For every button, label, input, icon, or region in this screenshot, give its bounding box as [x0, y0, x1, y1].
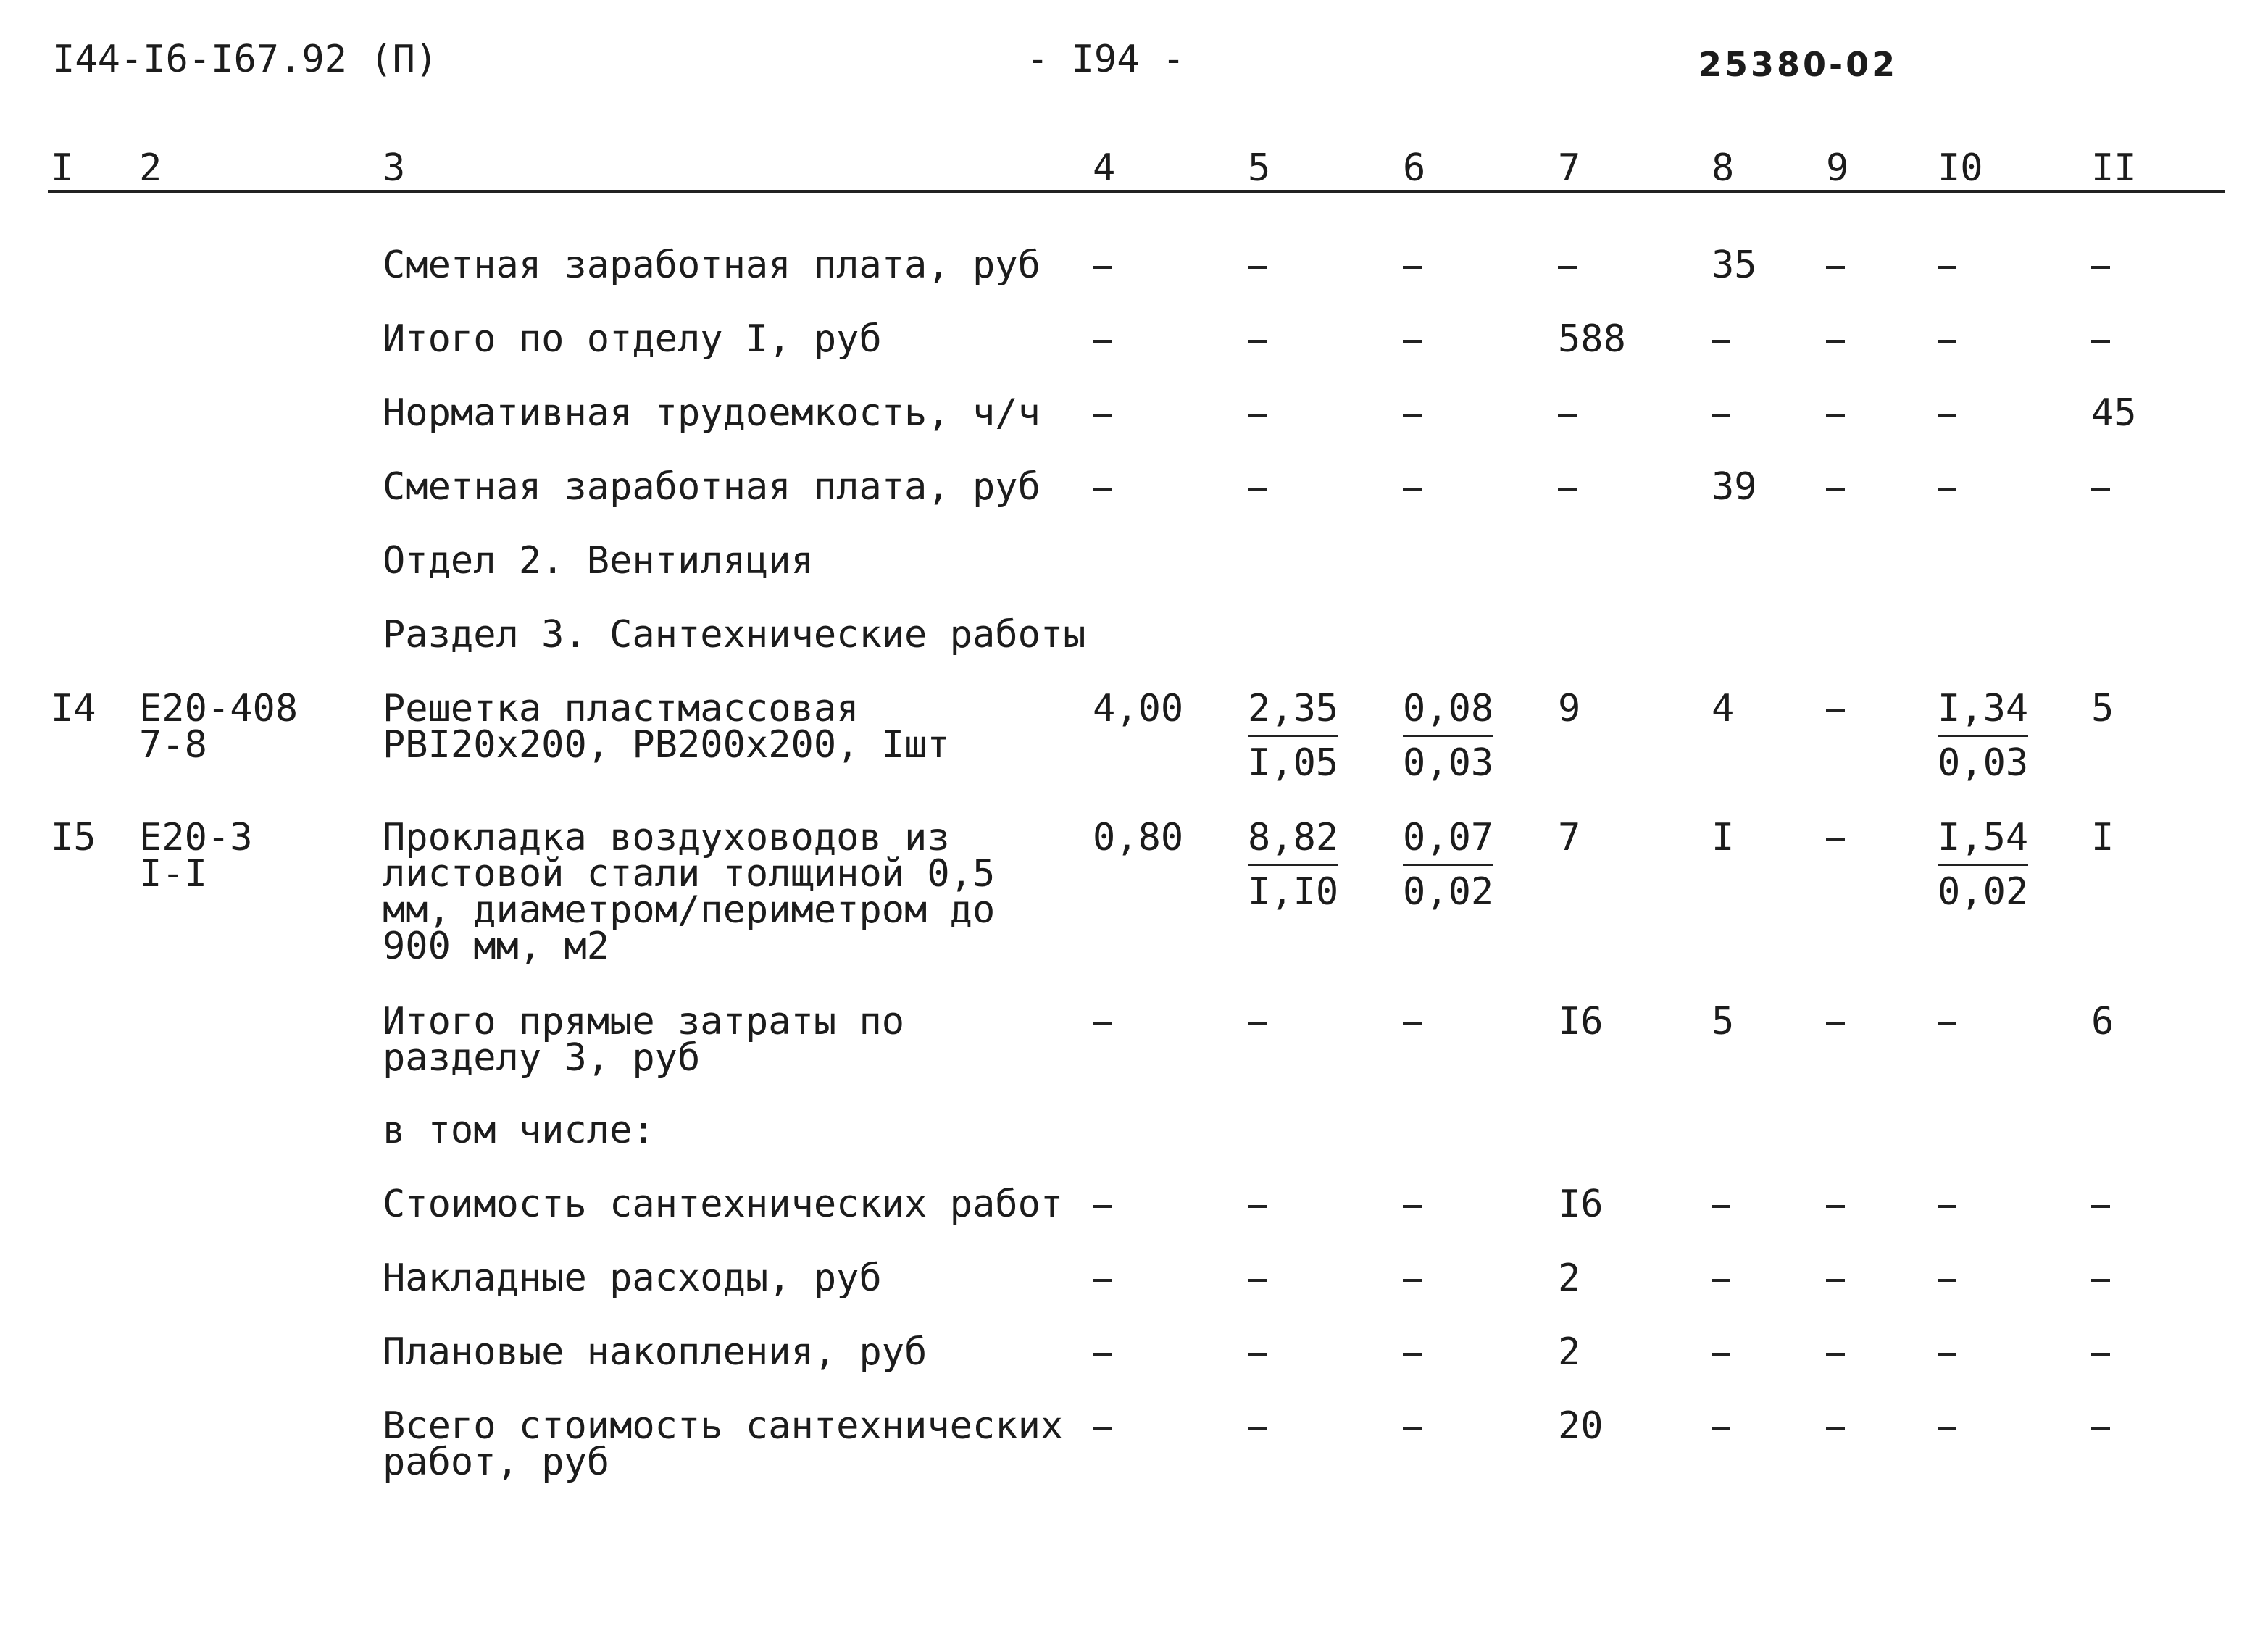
column-header-2: 2 — [139, 146, 162, 190]
empty-dash — [1712, 1427, 1730, 1430]
document-code: I44-I6-I67.92 (П) — [52, 38, 438, 81]
col-11-value: 45 — [2091, 391, 2137, 435]
col-5-value-fraction — [1248, 816, 1339, 914]
col-5-value-numerator: 2,35 — [1248, 690, 1338, 737]
empty-dash — [1826, 414, 1845, 417]
header-rule — [48, 190, 2225, 193]
col-5-value-denominator: I,I0 — [1248, 870, 1339, 914]
table-row — [0, 613, 2268, 656]
col-8-value — [1712, 320, 1730, 358]
empty-dash — [2091, 1205, 2110, 1208]
empty-dash — [1403, 1279, 1422, 1282]
col-6-value — [1403, 1333, 1422, 1371]
empty-dash — [1093, 1022, 1112, 1025]
col-5-value — [1248, 1003, 1267, 1041]
column-header-4: 4 — [1093, 146, 1116, 190]
row-description: Плановые накопления, руб — [383, 1330, 927, 1374]
col-8-value: I — [1712, 816, 1735, 859]
col-11-value — [2091, 1259, 2110, 1297]
col-8-value — [1712, 1259, 1730, 1297]
row-description: разделу 3, руб — [383, 1036, 701, 1080]
empty-dash — [1403, 340, 1422, 343]
col-4-value — [1093, 1407, 1112, 1445]
row-description: Накладные расходы, руб — [383, 1256, 882, 1300]
empty-dash — [1403, 1427, 1422, 1430]
empty-dash — [1938, 414, 1956, 417]
col-10-value — [1938, 320, 1956, 358]
col-6-value-denominator: 0,03 — [1403, 741, 1494, 785]
row-description: мм, диаметром/периметром до — [383, 888, 996, 932]
col-10-value — [1938, 1259, 1956, 1297]
column-header-1: I — [51, 146, 74, 190]
col-6-value — [1403, 1407, 1422, 1445]
rate-code: E20-3 — [139, 816, 253, 859]
empty-dash — [1093, 414, 1112, 417]
row-description: Решетка пластмассовая — [383, 687, 859, 730]
column-header-11: II — [2091, 146, 2137, 190]
empty-dash — [1558, 266, 1577, 269]
col-10-value — [1938, 1407, 1956, 1445]
empty-dash — [1093, 1205, 1112, 1208]
empty-dash — [1248, 1279, 1267, 1282]
row-description: работ, руб — [383, 1441, 610, 1484]
col-7-value: 588 — [1558, 317, 1626, 361]
col-9-value — [1826, 320, 1845, 358]
empty-dash — [1248, 340, 1267, 343]
col-10-value — [1938, 1003, 1956, 1041]
col-4-value — [1093, 1185, 1112, 1223]
stamp-number: 25380-02 — [1698, 45, 1898, 84]
col-11-value — [2091, 320, 2110, 358]
col-7-value — [1558, 394, 1577, 432]
col-9-value — [1826, 690, 1845, 727]
col-11-value: 6 — [2091, 1000, 2114, 1043]
empty-dash — [2091, 266, 2110, 269]
col-6-value-denominator: 0,02 — [1403, 870, 1494, 914]
empty-dash — [2091, 1353, 2110, 1356]
col-9-value — [1826, 246, 1845, 284]
col-9-value — [1826, 1407, 1845, 1445]
empty-dash — [1938, 266, 1956, 269]
empty-dash — [1826, 838, 1845, 841]
col-10-value-fraction — [1938, 816, 2029, 914]
column-header-6: 6 — [1403, 146, 1426, 190]
col-4-value — [1093, 468, 1112, 506]
col-5-value-denominator: I,05 — [1248, 741, 1339, 785]
col-6-value-fraction — [1403, 816, 1494, 914]
row-description: листовой стали толщиной 0,5 — [383, 852, 996, 896]
col-6-value — [1403, 246, 1422, 284]
empty-dash — [1093, 1427, 1112, 1430]
empty-dash — [1938, 1205, 1956, 1208]
col-10-value-fraction — [1938, 687, 2029, 785]
col-7-value — [1558, 468, 1577, 506]
table-row — [0, 816, 2268, 968]
empty-dash — [1938, 1427, 1956, 1430]
row-description: Всего стоимость сантехнических — [383, 1404, 1064, 1448]
col-5-value — [1248, 1333, 1267, 1371]
page-number: - I94 - — [1026, 38, 1185, 81]
col-9-value — [1826, 468, 1845, 506]
col-6-value — [1403, 1185, 1422, 1223]
table-row — [0, 1404, 2268, 1484]
row-description: Отдел 2. Вентиляция — [383, 539, 814, 583]
col-7-value: I6 — [1558, 1183, 1604, 1226]
row-description: Сметная заработная плата, руб — [383, 243, 1041, 287]
col-5-value-fraction — [1248, 687, 1339, 785]
empty-dash — [1093, 340, 1112, 343]
empty-dash — [1558, 414, 1577, 417]
col-7-value: 7 — [1558, 816, 1581, 859]
column-header-3: 3 — [383, 146, 406, 190]
col-10-value — [1938, 1185, 1956, 1223]
col-6-value — [1403, 1003, 1422, 1041]
col-5-value — [1248, 1185, 1267, 1223]
row-description: в том числе: — [383, 1109, 655, 1152]
row-description: Прокладка воздуховодов из — [383, 816, 950, 859]
col-11-value: 5 — [2091, 687, 2114, 730]
col-5-value — [1248, 246, 1267, 284]
empty-dash — [1938, 1022, 1956, 1025]
table-row — [0, 317, 2268, 361]
row-description: 900 мм, м2 — [383, 925, 610, 968]
col-10-value-denominator: 0,03 — [1938, 741, 2029, 785]
col-8-value: 39 — [1712, 465, 1757, 509]
empty-dash — [1248, 1205, 1267, 1208]
col-10-value-denominator: 0,02 — [1938, 870, 2029, 914]
col-4-value — [1093, 1003, 1112, 1041]
col-10-value — [1938, 468, 1956, 506]
col-6-value-fraction — [1403, 687, 1494, 785]
row-description: Раздел 3. Сантехнические работы — [383, 613, 1086, 656]
col-5-value — [1248, 1407, 1267, 1445]
col-8-value — [1712, 1407, 1730, 1445]
column-header-7: 7 — [1558, 146, 1581, 190]
empty-dash — [1248, 414, 1267, 417]
col-6-value — [1403, 1259, 1422, 1297]
table-row — [0, 243, 2268, 287]
col-10-value-numerator: I,54 — [1938, 819, 2028, 866]
col-4-value: 4,00 — [1093, 687, 1184, 730]
col-9-value — [1826, 1185, 1845, 1223]
table-row — [0, 539, 2268, 583]
col-8-value — [1712, 1333, 1730, 1371]
empty-dash — [1712, 1353, 1730, 1356]
empty-dash — [1938, 488, 1956, 491]
row-description: Нормативная трудоемкость, ч/ч — [383, 391, 1041, 435]
col-8-value — [1712, 1185, 1730, 1223]
col-5-value — [1248, 394, 1267, 432]
col-4-value — [1093, 246, 1112, 284]
empty-dash — [2091, 1279, 2110, 1282]
col-8-value: 4 — [1712, 687, 1735, 730]
col-10-value — [1938, 246, 1956, 284]
empty-dash — [1248, 266, 1267, 269]
empty-dash — [1938, 1279, 1956, 1282]
empty-dash — [1712, 1205, 1730, 1208]
col-5-value — [1248, 320, 1267, 358]
empty-dash — [1826, 488, 1845, 491]
table-row — [0, 1256, 2268, 1300]
empty-dash — [1093, 1353, 1112, 1356]
column-header-9: 9 — [1826, 146, 1849, 190]
col-9-value — [1826, 394, 1845, 432]
col-4-value — [1093, 320, 1112, 358]
table-row — [0, 391, 2268, 435]
col-6-value — [1403, 320, 1422, 358]
row-description: Сметная заработная плата, руб — [383, 465, 1041, 509]
empty-dash — [1826, 266, 1845, 269]
col-6-value-numerator: 0,08 — [1403, 690, 1493, 737]
col-8-value: 35 — [1712, 243, 1757, 287]
empty-dash — [1248, 1427, 1267, 1430]
col-9-value — [1826, 1003, 1845, 1041]
table-row — [0, 1000, 2268, 1080]
col-8-value — [1712, 394, 1730, 432]
empty-dash — [1712, 1279, 1730, 1282]
empty-dash — [1826, 1427, 1845, 1430]
empty-dash — [1403, 1022, 1422, 1025]
empty-dash — [1093, 488, 1112, 491]
table-row — [0, 687, 2268, 785]
empty-dash — [1826, 340, 1845, 343]
col-7-value — [1558, 246, 1577, 284]
empty-dash — [1712, 340, 1730, 343]
col-7-value: 2 — [1558, 1330, 1581, 1374]
row-description: Итого по отделу I, руб — [383, 317, 882, 361]
empty-dash — [1248, 1022, 1267, 1025]
row-description: PBI20x200, PB200x200, Iшт — [383, 723, 950, 767]
empty-dash — [1826, 1353, 1845, 1356]
col-7-value: 20 — [1558, 1404, 1604, 1448]
col-4-value — [1093, 1333, 1112, 1371]
col-11-value — [2091, 468, 2110, 506]
col-11-value — [2091, 1407, 2110, 1445]
col-11-value — [2091, 246, 2110, 284]
col-11-value: I — [2091, 816, 2114, 859]
col-5-value — [1248, 1259, 1267, 1297]
col-4-value — [1093, 394, 1112, 432]
empty-dash — [1826, 1205, 1845, 1208]
empty-dash — [1093, 1279, 1112, 1282]
col-4-value — [1093, 1259, 1112, 1297]
table-row — [0, 1330, 2268, 1374]
empty-dash — [1248, 488, 1267, 491]
empty-dash — [1403, 266, 1422, 269]
col-4-value: 0,80 — [1093, 816, 1184, 859]
empty-dash — [1093, 266, 1112, 269]
col-9-value — [1826, 1259, 1845, 1297]
col-5-value-numerator: 8,82 — [1248, 819, 1338, 866]
column-header-5: 5 — [1248, 146, 1271, 190]
col-10-value-numerator: I,34 — [1938, 690, 2028, 737]
col-7-value: I6 — [1558, 1000, 1604, 1043]
empty-dash — [1403, 1205, 1422, 1208]
empty-dash — [1826, 709, 1845, 712]
rate-code: 7-8 — [139, 723, 207, 767]
rate-code: I-I — [139, 852, 207, 896]
col-6-value — [1403, 468, 1422, 506]
col-6-value-numerator: 0,07 — [1403, 819, 1493, 866]
item-number: I4 — [51, 687, 96, 730]
empty-dash — [1826, 1022, 1845, 1025]
col-7-value: 9 — [1558, 687, 1581, 730]
col-9-value — [1826, 819, 1845, 856]
row-description: Стоимость сантехнических работ — [383, 1183, 1064, 1226]
empty-dash — [1403, 488, 1422, 491]
table-row — [0, 1183, 2268, 1226]
col-7-value: 2 — [1558, 1256, 1581, 1300]
item-number: I5 — [51, 816, 96, 859]
row-description: Итого прямые затраты по — [383, 1000, 905, 1043]
empty-dash — [1826, 1279, 1845, 1282]
empty-dash — [1403, 1353, 1422, 1356]
col-10-value — [1938, 1333, 1956, 1371]
table-row — [0, 465, 2268, 509]
empty-dash — [2091, 340, 2110, 343]
empty-dash — [2091, 488, 2110, 491]
column-header-10: I0 — [1938, 146, 1983, 190]
empty-dash — [1248, 1353, 1267, 1356]
rate-code: E20-408 — [139, 687, 299, 730]
col-10-value — [1938, 394, 1956, 432]
col-9-value — [1826, 1333, 1845, 1371]
column-header-8: 8 — [1712, 146, 1735, 190]
col-11-value — [2091, 1333, 2110, 1371]
col-11-value — [2091, 1185, 2110, 1223]
col-5-value — [1248, 468, 1267, 506]
col-6-value — [1403, 394, 1422, 432]
empty-dash — [1938, 340, 1956, 343]
empty-dash — [1403, 414, 1422, 417]
empty-dash — [1558, 488, 1577, 491]
col-8-value: 5 — [1712, 1000, 1735, 1043]
empty-dash — [1938, 1353, 1956, 1356]
empty-dash — [2091, 1427, 2110, 1430]
empty-dash — [1712, 414, 1730, 417]
